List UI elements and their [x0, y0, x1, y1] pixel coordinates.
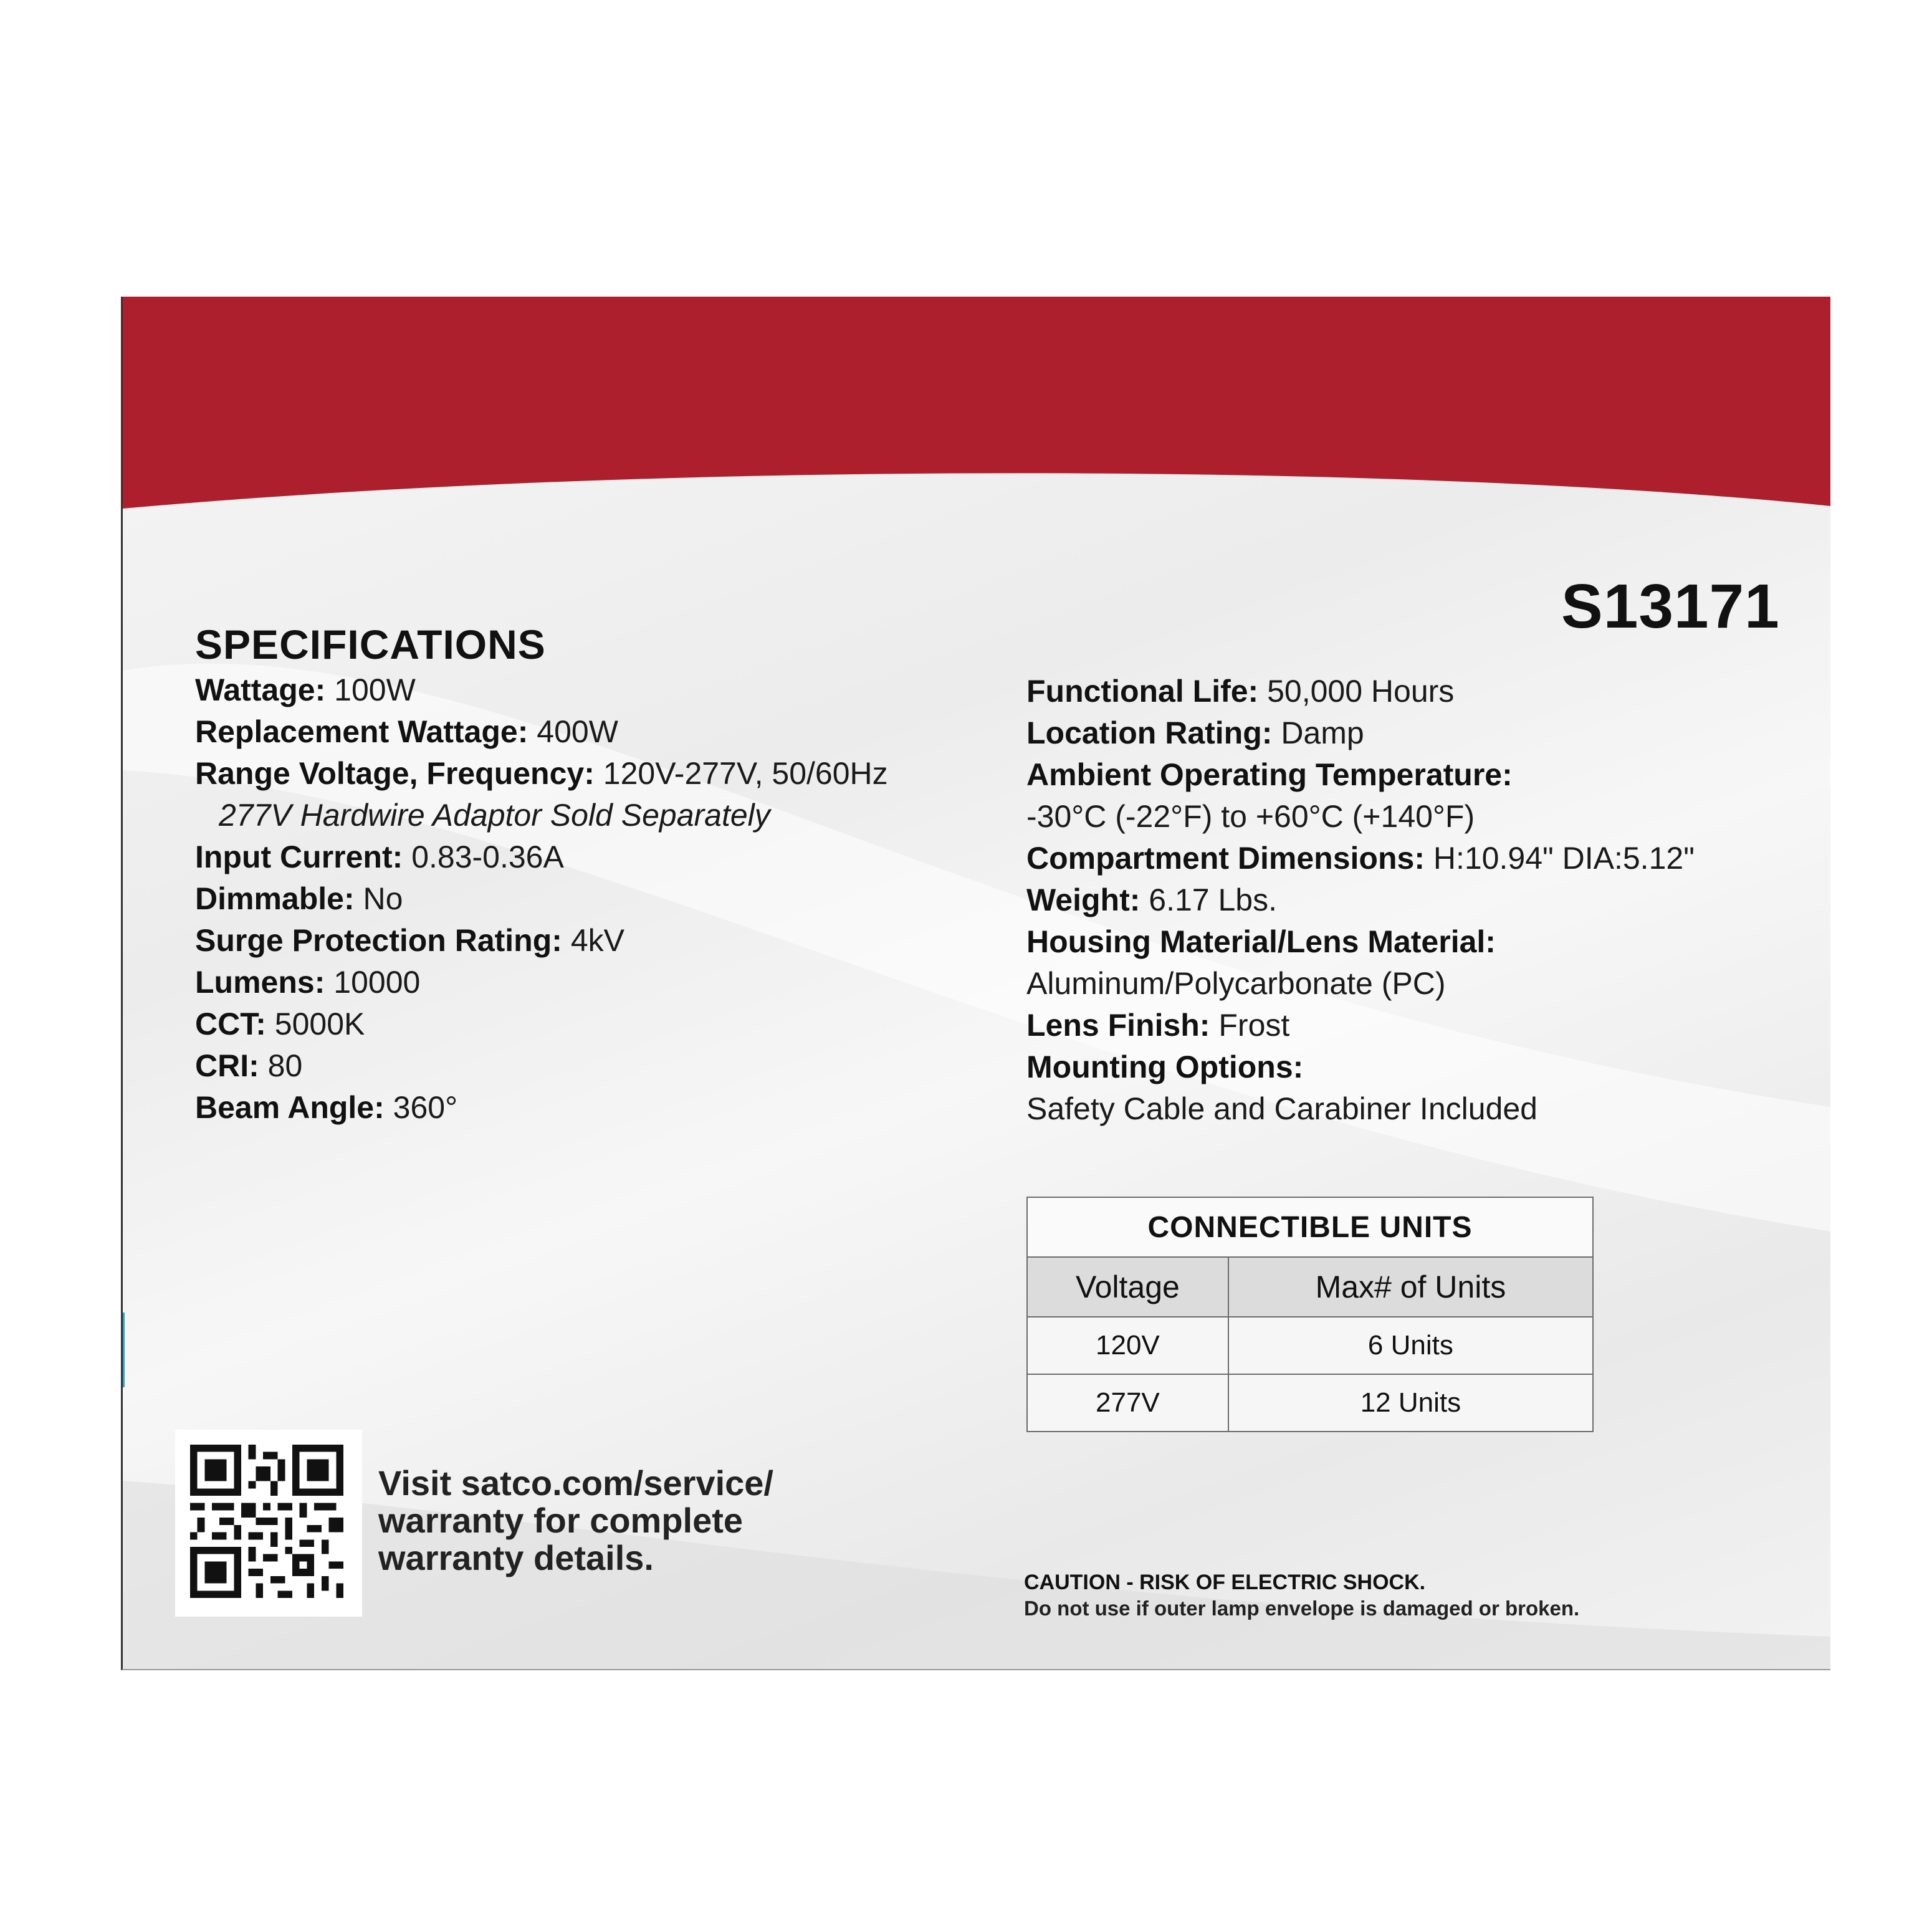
spec-list-right [1026, 671, 1695, 1130]
caution-title: CAUTION - RISK OF ELECTRIC SHOCK. [1024, 1571, 1426, 1594]
table-title: CONNECTIBLE UNITS [1027, 1197, 1593, 1257]
warranty-line: warranty details. [378, 1538, 654, 1577]
header-red-band [123, 297, 1830, 521]
column-header-voltage: Voltage [1027, 1257, 1228, 1317]
connectible-units-table [1026, 1197, 1594, 1432]
column-header-max-units: Max# of Units [1228, 1257, 1593, 1317]
spec-line-mounting-options-value: Safety Cable and Carabiner Included [1026, 1091, 1537, 1126]
spec-line-ambient-temperature-value: -30°C (-22°F) to +60°C (+140°F) [1026, 799, 1475, 834]
spec-line-range-voltage: Range Voltage, Frequency: 120V-277V, 50/60Hz [195, 756, 888, 791]
spec-line-input-current: Input Current: 0.83-0.36A [195, 839, 564, 874]
spec-line-functional-life: Functional Life: 50,000 Hours [1026, 674, 1455, 709]
cell-voltage: 120V [1027, 1317, 1228, 1374]
table-header-row [1027, 1257, 1593, 1317]
spec-line-housing-material-label: Housing Material/Lens Material: [1026, 924, 1496, 959]
spec-line-surge-protection: Surge Protection Rating: 4kV [195, 923, 624, 958]
spec-line-weight: Weight: 6.17 Lbs. [1026, 882, 1277, 917]
spec-line-housing-material-value: Aluminum/Polycarbonate (PC) [1026, 966, 1446, 1001]
spec-line-lumens: Lumens: 10000 [195, 965, 421, 1000]
spec-line-dimmable: Dimmable: No [195, 881, 403, 916]
spec-line-location-rating: Location Rating: Damp [1026, 715, 1364, 750]
spec-line-mounting-options-label: Mounting Options: [1026, 1050, 1304, 1084]
cell-max-units: 6 Units [1228, 1317, 1593, 1374]
table-title-row [1027, 1197, 1593, 1257]
edge-accent-mark [121, 1313, 125, 1387]
qr-code-icon [190, 1445, 343, 1598]
spec-line-adaptor-note: 277V Hardwire Adaptor Sold Separately [219, 798, 770, 833]
caution-body: Do not use if outer lamp envelope is damaged or broken. [1024, 1597, 1580, 1620]
packaging-panel [121, 297, 1830, 1670]
spec-line-compartment-dimensions: Compartment Dimensions: H:10.94" DIA:5.12" [1026, 841, 1695, 876]
spec-list-left [195, 669, 888, 1129]
spec-line-lens-finish: Lens Finish: Frost [1026, 1008, 1290, 1043]
cell-max-units: 12 Units [1228, 1374, 1593, 1432]
spec-line-replacement-wattage: Replacement Wattage: 400W [195, 714, 618, 749]
spec-line-beam-angle: Beam Angle: 360° [195, 1090, 458, 1125]
specifications-heading: SPECIFICATIONS [195, 621, 546, 667]
qr-code[interactable] [175, 1430, 362, 1617]
warranty-line: warranty for complete [378, 1501, 744, 1540]
spec-line-cct: CCT: 5000K [195, 1007, 365, 1041]
cell-voltage: 277V [1027, 1374, 1228, 1432]
model-number: S13171 [1561, 571, 1780, 641]
warranty-note [378, 1465, 852, 1577]
spec-line-cri: CRI: 80 [195, 1048, 303, 1083]
table-row [1027, 1374, 1593, 1432]
warranty-line: Visit satco.com/service/ [378, 1463, 773, 1503]
table-row [1027, 1317, 1593, 1374]
spec-line-ambient-temperature-label: Ambient Operating Temperature: [1026, 757, 1513, 792]
spec-line-wattage: Wattage: 100W [195, 672, 416, 707]
